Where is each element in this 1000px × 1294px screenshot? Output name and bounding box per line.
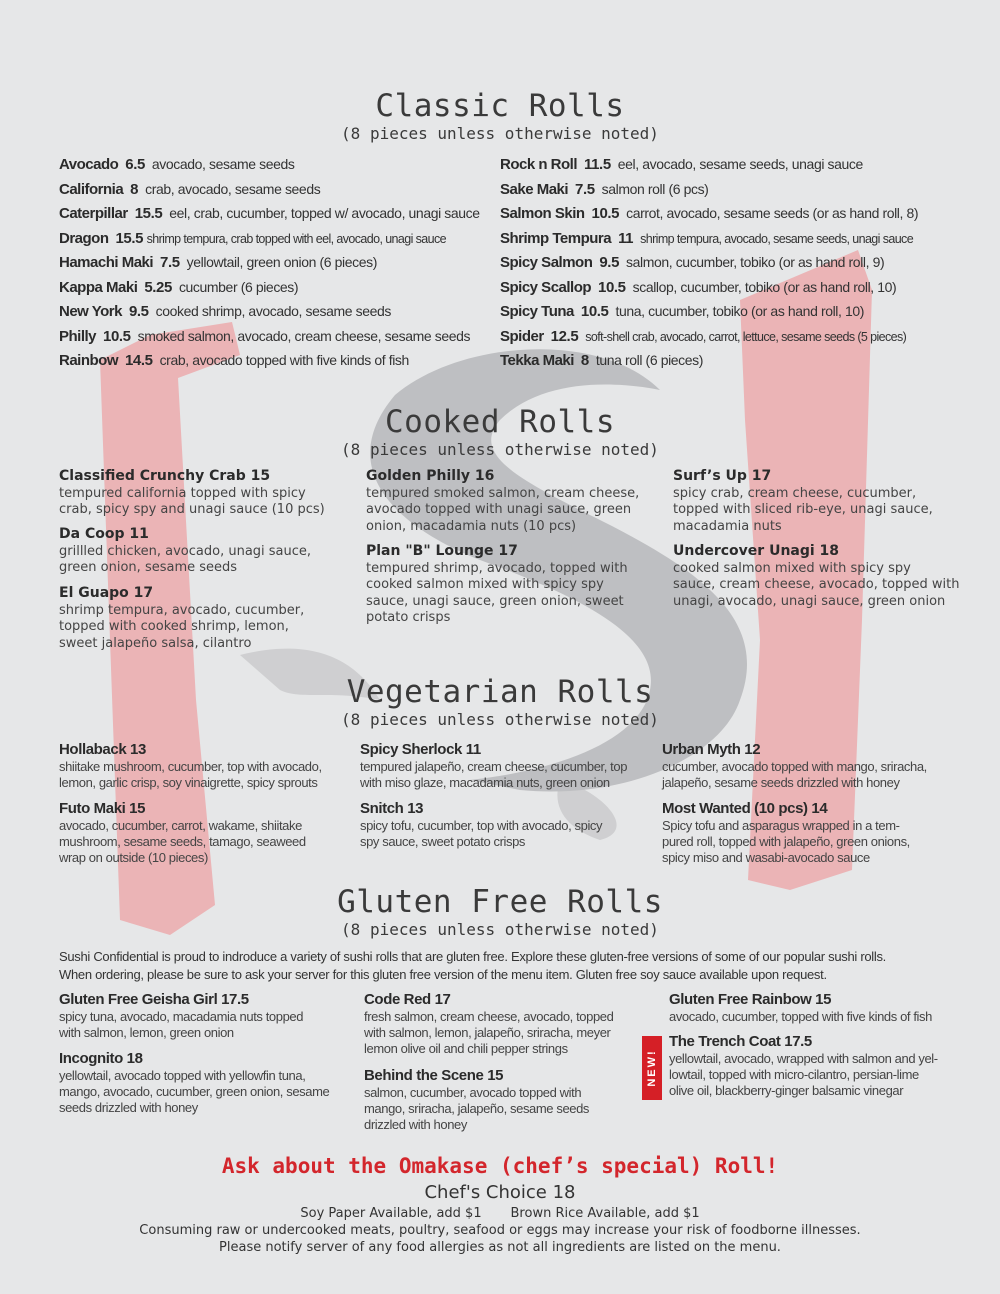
menu-item: Code Red 17 fresh salmon, cream cheese, avocado, topped with salmon, lemon, jalapeño, sriracha, meyer lemon olive oil and chili pepper strings bbox=[364, 991, 614, 1056]
menu-item: Da Coop 11 grillled chicken, avocado, unagi sauce, green onion, sesame seeds bbox=[59, 526, 312, 575]
classic-rolls-subtitle: (8 pieces unless otherwise noted) bbox=[341, 124, 659, 143]
menu-item: Hamachi Maki 7.5 yellowtail, green onion (6 pieces) bbox=[59, 254, 377, 271]
menu-item: Snitch 13 spicy tofu, cucumber, top with avocado, spicy spy sauce, sweet potato crisps bbox=[360, 800, 603, 849]
menu-item: Most Wanted (10 pcs) 14 Spicy tofu and asparagus wrapped in a tem- pured roll, topped with jalapeño, green onions, spicy miso and wasabi-avocado sauce bbox=[662, 800, 910, 865]
chefs-choice: Chef's Choice 18 bbox=[424, 1182, 576, 1203]
menu-item: Undercover Unagi 18 cooked salmon mixed with spicy spy sauce, cream cheese, avocado, topped with unagi, avocado, unagi sauce, green onion bbox=[673, 543, 960, 609]
menu-item: Behind the Scene 15 salmon, cucumber, avocado topped with mango, sriracha, jalapeño, sesame seeds drizzled with honey bbox=[364, 1067, 590, 1132]
menu-item: Spicy Sherlock 11 tempured jalapeño, cream cheese, cucumber, top with miso glaze, macadamia nuts, green onion bbox=[360, 741, 628, 790]
menu-item: The Trench Coat 17.5 yellowtail, avocado, wrapped with salmon and yel- lowtail, topped with micro-cilantro, persian-lime olive oil, blackberry-ginger balsamic vinegar bbox=[669, 1033, 938, 1098]
vegetarian-rolls-title: Vegetarian Rolls bbox=[346, 674, 654, 710]
menu-item: Incognito 18 yellowtail, avocado topped with yellowfin tuna, mango, avocado, cucumber, green onion, sesame seeds drizzled with honey bbox=[59, 1050, 330, 1115]
classic-rolls-title: Classic Rolls bbox=[375, 88, 625, 124]
menu-item: California 8 crab, avocado, sesame seeds bbox=[59, 181, 321, 198]
menu-item: Spicy Salmon 9.5 salmon, cucumber, tobiko (or as hand roll, 9) bbox=[500, 254, 885, 271]
cooked-rolls-title: Cooked Rolls bbox=[385, 404, 615, 440]
menu-item: Avocado 6.5 avocado, sesame seeds bbox=[59, 156, 295, 173]
menu-item: Futo Maki 15 avocado, cucumber, carrot, wakame, shiitake mushroom, sesame seeds, tamago, seaweed wrap on outside (10 pieces) bbox=[59, 800, 306, 865]
menu-item: Shrimp Tempura 11 shrimp tempura, avocado, sesame seeds, unagi sauce bbox=[500, 230, 914, 247]
menu-item: Spicy Scallop 10.5 scallop, cucumber, tobiko (or as hand roll, 10) bbox=[500, 279, 897, 296]
menu-item: Golden Philly 16 tempured smoked salmon, cream cheese, avocado topped with unagi sauce, green onion, macadamia nuts (10 pcs) bbox=[366, 468, 640, 534]
menu-item: Spicy Tuna 10.5 tuna, cucumber, tobiko (or as hand roll, 10) bbox=[500, 303, 865, 320]
menu-item: Gluten Free Geisha Girl 17.5 spicy tuna, avocado, macadamia nuts topped with salmon, lemon, green onion bbox=[59, 991, 304, 1040]
menu-item: Rock n Roll 11.5 eel, avocado, sesame seeds, unagi sauce bbox=[500, 156, 863, 173]
menu-item: Surf’s Up 17 spicy crab, cream cheese, cucumber, topped with sliced rib-eye, unagi sauce, macadamia nuts bbox=[673, 468, 933, 534]
menu-item: Sake Maki 7.5 salmon roll (6 pcs) bbox=[500, 181, 709, 198]
menu-item: Spider 12.5 soft-shell crab, avocado, carrot, lettuce, sesame seeds (5 pieces) bbox=[500, 328, 907, 345]
menu-item: Kappa Maki 5.25 cucumber (6 pieces) bbox=[59, 279, 299, 296]
food-safety-warning: Consuming raw or undercooked meats, poultry, seafood or eggs may increase your risk of foodborne illnesses. bbox=[139, 1223, 861, 1238]
new-badge: NEW! bbox=[642, 1036, 662, 1100]
omakase-callout: Ask about the Omakase (chef’s special) Roll! bbox=[221, 1154, 779, 1178]
menu-item: New York 9.5 cooked shrimp, avocado, sesame seeds bbox=[59, 303, 392, 320]
menu-item: Gluten Free Rainbow 15 avocado, cucumber, topped with five kinds of fish bbox=[669, 991, 932, 1024]
menu-item: Hollaback 13 shiitake mushroom, cucumber, top with avocado, lemon, garlic crisp, soy vinaigrette, spicy sprouts bbox=[59, 741, 322, 790]
allergy-notice: Please notify server of any food allergies as not all ingredients are listed on the menu. bbox=[219, 1240, 781, 1255]
menu-item: Classified Crunchy Crab 15 tempured california topped with spicy crab, spicy spy and unagi sauce (10 pcs) bbox=[59, 468, 325, 517]
vegetarian-rolls-subtitle: (8 pieces unless otherwise noted) bbox=[341, 710, 659, 729]
gluten-free-rolls-title: Gluten Free Rolls bbox=[337, 884, 663, 920]
menu-item: Caterpillar 15.5 eel, crab, cucumber, topped w/ avocado, unagi sauce bbox=[59, 205, 480, 222]
menu-item: Philly 10.5 smoked salmon, avocado, cream cheese, sesame seeds bbox=[59, 328, 471, 345]
gluten-free-intro: Sushi Confidential is proud to indroduce a variety of sushi rolls that are gluten free. Explore these gluten-free versions of some of our popular sushi rolls. When ordering, please be sure to ask your server for this gluten free version of the menu item. Gluten free soy sauce available upon request. bbox=[59, 949, 886, 982]
menu-item: Tekka Maki 8 tuna roll (6 pieces) bbox=[500, 352, 704, 369]
menu-item: Rainbow 14.5 crab, avocado topped with five kinds of fish bbox=[59, 352, 409, 369]
menu-item: Urban Myth 12 cucumber, avocado topped with mango, sriracha, jalapeño, sesame seeds drizzled with honey bbox=[662, 741, 927, 790]
menu-item: El Guapo 17 shrimp tempura, avocado, cucumber, topped with cooked shrimp, lemon, sweet jalapeño salsa, cilantro bbox=[59, 585, 305, 651]
menu-item: Salmon Skin 10.5 carrot, avocado, sesame seeds (or as hand roll, 8) bbox=[500, 205, 919, 222]
menu-item: Dragon 15.5 shrimp tempura, crab topped with eel, avocado, unagi sauce bbox=[59, 230, 447, 247]
menu-item: Plan "B" Lounge 17 tempured shrimp, avocado, topped with cooked salmon mixed with spicy spy sauce, unagi sauce, green onion, sweet potato crisps bbox=[366, 543, 628, 625]
gluten-free-rolls-subtitle: (8 pieces unless otherwise noted) bbox=[341, 920, 659, 939]
addons-note: Soy Paper Available, add $1 Brown Rice Available, add $1 bbox=[300, 1206, 700, 1221]
cooked-rolls-subtitle: (8 pieces unless otherwise noted) bbox=[341, 440, 659, 459]
